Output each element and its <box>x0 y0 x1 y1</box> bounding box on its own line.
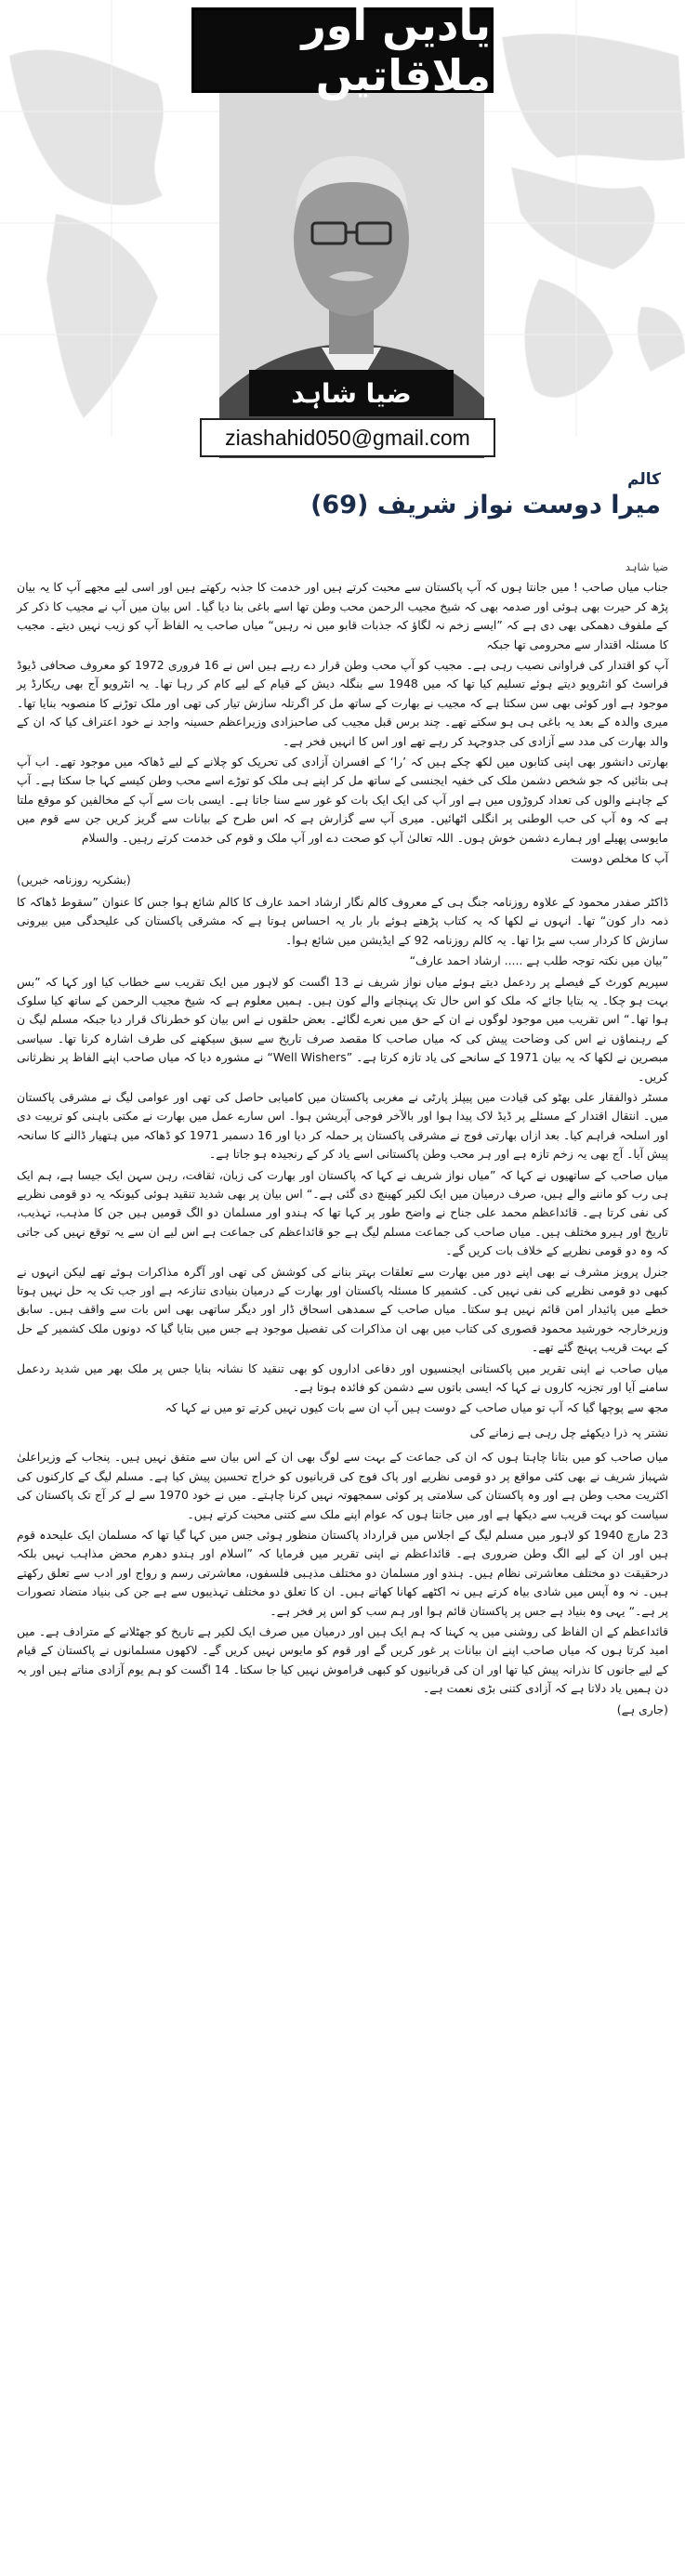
article-byline: ضیا شاہد <box>625 560 668 573</box>
author-name: ضیا شاہد <box>291 377 412 409</box>
banner-title: یادیں اور ملاقاتیں <box>301 0 491 100</box>
article-paragraph: بھارتی دانشور بھی اپنی کتابوں میں لکھ چکے ہیں کہ ’را‘ کے افسران آزادی کی تحریک کو چلانے کے لیے ڈھاکہ میں موجود تھے۔ اب آپ ہی بتائیں کہ جو شخص دشمن ملک کی خفیہ ایجنسی کے ساتھ مل کر اپنے ہی ملک کو توڑے اسے محب وطن کیسے کہا جا سکتا ہے۔ آپ کے چاہنے والوں کی تعداد کروڑوں میں ہے اور آپ کی ایک ایک بات کو غور سے سنا جاتا ہے۔ ایسی بات سے آپ کے مخالفین کو موقع ملتا ہے کہ وہ آپ کی حب الوطنی پر انگلی اٹھائیں۔ میری آپ سے گزارش ہے کہ اس طرح کے بیانات سے گریز کریں جن سے قوم میں مایوسی پھیلے اور ہمارے دشمن خوش ہوں۔ اللہ تعالیٰ آپ کو صحت دے اور آپ ملک و قوم کی خدمت کرتے رہیں۔ والسلام <box>17 755 668 845</box>
article-quoted-heading: ”بیان میں نکتہ توجہ طلب ہے ..... ارشاد احمد عارف“ <box>409 953 668 968</box>
column-banner <box>191 0 494 100</box>
article-paragraph: قائداعظم کے ان الفاظ کی روشنی میں یہ کہنا کہ ہم ایک ہیں اور درمیان میں صرف ایک لکیر ہے تاریخ کو جھٹلانے کے مترادف ہے۔ میں امید کرتا ہوں کہ میاں صاحب اپنے ان بیانات پر غور کریں گے اور قوم کو مایوس نہیں کریں گے۔ لاکھوں مسلمانوں نے پاکستان کے قیام کے لیے جانوں کا نذرانہ پیش کیا تھا اور ان کی قربانیوں کو کبھی فراموش نہیں کیا جا سکتا۔ 14 اگست کو ہم یوم آزادی مناتے ہیں اور یہ دن ہمیں یاد دلاتا ہے کہ آزادی کتنی بڑی نعمت ہے۔ <box>17 1623 668 1696</box>
column-label: کالم <box>627 470 661 489</box>
column-title: میرا دوست نواز شریف (69) <box>310 491 661 519</box>
article-paragraph: ڈاکٹر صفدر محمود کے علاوہ روزنامہ جنگ ہی کے معروف کالم نگار ارشاد احمد عارف کا کالم شائع ہوا جس کا عنوان ”سقوط ڈھاکہ کا ذمہ دار کون“ تھا۔ انہوں نے لکھا کہ یہ کتاب پڑھتے ہوئے بار بار یہ احساس ہوتا ہے کہ مشرقی پاکستان کی علیحدگی میں بیرونی سازش کا کردار سب سے بڑا تھا۔ یہ کالم روزنامہ 92 کے ایڈیشن میں شائع ہوا۔ <box>17 894 668 947</box>
article-paragraph: جنرل پرویز مشرف نے بھی اپنے دور میں بھارت سے تعلقات بہتر بنانے کی کوشش کی تھی اور آگرہ مذاکرات ہوئے تھے لیکن انہوں نے کبھی دو قومی نظریے کی نفی نہیں کی۔ کشمیر کا مسئلہ پاکستان اور بھارت کے درمیان بنیادی تنازعہ ہے اور جب تک یہ حل نہیں ہوتا خطے میں پائیدار امن قائم نہیں ہو سکتا۔ میاں صاحب کے سمدھی اسحاق ڈار اور دیگر ساتھی بھی اس بات سے واقف ہیں۔ سابق وزیرخارجہ خورشید محمود قصوری کی کتاب میں بھی ان مذاکرات کی تفصیل موجود ہے جس میں بتایا گیا کہ دونوں ملک کشمیر کے حل کے بہت قریب پہنچ گئے تھے۔ <box>17 1264 668 1355</box>
author-email-box <box>200 418 495 457</box>
article-verse: نشتر پہ ذرا دیکھئے چل رہی ہے زمانے کی <box>469 1425 668 1439</box>
article-paragraph: سپریم کورٹ کے فیصلے پر ردعمل دیتے ہوئے میاں نواز شریف نے 13 اگست کو لاہور میں ایک تقریب سے خطاب کیا اور کہا کہ ”بس بہت ہو چکا۔ یہ بتایا جائے کہ ملک کو اس حال تک پہنچانے والے کون ہیں۔ ہمیں معلوم ہے کہ شیخ مجیب الرحمن کے ساتھ کیا سلوک ہوا تھا۔“ اس تقریب میں موجود لوگوں نے ان کے حق میں نعرے لگائے۔ بعض حلقوں نے اس بیان کو خطرناک قرار دیا جبکہ مسلم لیگ ن کے رہنماؤں نے اس کی وضاحت پیش کی کہ میاں صاحب کا مقصد صرف تاریخ سے سبق سیکھنے کی طرف اشارہ کرنا تھا۔ سیاسی مبصرین نے لکھا کہ یہ بیان 1971 کے سانحے کی یاد تازہ کرتا ہے۔ ”Well Wishers“ نے مشورہ دیا کہ میاں صاحب اپنے الفاظ پر نظرثانی کریں۔ <box>17 974 669 1084</box>
article-paragraph: آپ کو اقتدار کی فراوانی نصیب رہی ہے۔ مجیب کو آپ محب وطن قرار دے رہے ہیں اس نے 16 فروری 1972 کو معروف صحافی ڈیوڈ فراسٹ کو انٹرویو دیتے ہوئے تسلیم کیا تھا کہ میں 1948 سے بنگلہ دیش کے قیام کے لیے کام کر رہا تھا۔ یہ انٹرویو آج بھی ریکارڈ پر موجود ہے اور کوئی بھی سن سکتا ہے کہ مجیب نے بھارت کے ساتھ مل کر اگرتلہ سازش تیار کی تھی اور ملک توڑنے کا منصوبہ بنایا تھا۔ میری والدہ کے بعد یہ باغی ہی ہو سکتے تھے۔ چند برس قبل مجیب کی صاحبزادی وزیراعظم حسینہ واجد نے خود اعتراف کیا کہ ان کے والد بھارت کی مدد سے آزادی کی جدوجہد کر رہے تھے اور اس کا انہیں فخر ہے۔ <box>17 658 669 748</box>
article-paragraph: 23 مارچ 1940 کو لاہور میں مسلم لیگ کے اجلاس میں قرارداد پاکستان منظور ہوئی جس میں کہا گیا تھا کہ مسلمان ایک علیحدہ قوم ہیں اور ان کے لیے الگ وطن ضروری ہے۔ قائداعظم نے اپنی تقریر میں فرمایا کہ ”اسلام اور ہندو دھرم محض مذاہب نہیں بلکہ درحقیقت دو مختلف معاشرتی نظام ہیں۔ ہندو اور مسلمان دو مختلف مذہبی فلسفوں، معاشرتی رسم و رواج اور ادب سے تعلق رکھتے ہیں۔ نہ وہ آپس میں شادی بیاہ کرتے ہیں نہ اکٹھے کھانا کھاتے ہیں۔ ان کا تعلق دو مختلف تہذیبوں سے ہے جن کی بنیاد متضاد تصورات پر ہے۔“ یہی وہ بنیاد ہے جس پر پاکستان قائم ہوا اور ہم سب کو اس پر فخر ہے۔ <box>17 1527 668 1618</box>
article-paragraph: میاں صاحب کو میں بتانا چاہتا ہوں کہ ان کی جماعت کے بہت سے لوگ بھی ان کے اس بیان سے متفق نہیں ہیں۔ پنجاب کے وزیراعلیٰ شہباز شریف نے بھی کئی مواقع پر دو قومی نظریے اور پاک فوج کی قربانیوں کو خراج تحسین پیش کیا ہے۔ مسلم لیگ کے کارکنوں کی اکثریت محب وطن ہے اور وہ پاکستان کی سلامتی پر کوئی سمجھوتہ نہیں کرنا چاہتے۔ میں نے خود 1970 سے لے کر آج تک پاکستان کی سیاست کو بہت قریب سے دیکھا ہے اور میں جانتا ہوں کہ عوام اپنے ملک سے کتنی محبت کرتے ہیں۔ <box>17 1450 668 1521</box>
article-paragraph: مجھ سے پوچھا گیا کہ آپ تو میاں صاحب کے دوست ہیں آپ ان سے بات کیوں نہیں کرتے تو میں نے کہا کہ <box>165 1400 668 1415</box>
article-continued-note: (جاری ہے) <box>616 1702 668 1716</box>
article-paragraph: میاں صاحب نے اپنی تقریر میں پاکستانی ایجنسیوں اور دفاعی اداروں کو بھی تنقید کا نشانہ بنایا جس پر ملک بھر میں شدید ردعمل سامنے آیا اور تجزیہ کاروں نے کہا کہ ایسی باتوں سے دشمن کو فائدہ ہوتا ہے۔ <box>17 1360 668 1395</box>
column-header-graphic <box>0 0 685 516</box>
author-email: ziashahid050@gmail.com <box>225 425 470 450</box>
article-body <box>17 558 668 2565</box>
article-paragraph: میاں صاحب کے ساتھیوں نے کہا کہ ”میاں نواز شریف نے کہا کہ پاکستان اور بھارت کی زبان، ثقافت، رہن سہن ایک جیسا ہے، ہم ایک ہی رب کو ماننے والے ہیں، صرف درمیان میں ایک لکیر کھینچ دی گئی ہے۔“ اس بیان پر بھی شدید تنقید ہوئی کیونکہ یہ دو قومی نظریے کی نفی کرتا ہے۔ قائداعظم محمد علی جناح نے واضح طور پر کہا تھا کہ ہندو اور مسلمان دو الگ قومیں ہیں جن کا مذہب، تہذیب، تاریخ اور ہیرو مختلف ہیں۔ میاں صاحب کی جماعت مسلم لیگ ہے جو قائداعظم کی جماعت ہے اس لیے ان سے یہ توقع نہیں کی جاتی کہ وہ دو قومی نظریے کے خلاف بات کریں گے۔ <box>17 1167 668 1258</box>
article-source-credit: (بشکریہ روزنامہ خبریں) <box>17 873 131 887</box>
author-name-plate <box>249 370 454 416</box>
article-paragraph: مسٹر ذوالفقار علی بھٹو کی قیادت میں پیپلز پارٹی نے مغربی پاکستان میں کامیابی حاصل کی تھی اور عوامی لیگ نے مشرقی پاکستان میں۔ انتقال اقتدار کے مسئلے پر ڈیڈ لاک پیدا ہوا اور بالآخر فوجی آپریشن ہوا۔ اس سارے عمل میں بھارت نے مکتی باہنی کو تربیت دی اور اسلحہ فراہم کیا۔ بعد ازاں بھارتی فوج نے مشرقی پاکستان پر حملہ کر دیا اور 16 دسمبر 1971 کو ڈھاکہ میں ہتھیار ڈالنے کا سانحہ پیش آیا۔ آج بھی یہ زخم تازہ ہے اور ہر محب وطن پاکستانی اسے یاد کر کے رنجیدہ ہو جاتا ہے۔ <box>17 1089 668 1162</box>
article-paragraph: جناب میاں صاحب ! میں جانتا ہوں کہ آپ پاکستان سے محبت کرتے ہیں اور خدمت کا جذبہ رکھتے ہیں اور اسی لیے مجھے آپ کا یہ بیان پڑھ کر حیرت بھی ہوئی اور صدمہ بھی کہ شیخ مجیب الرحمن محب وطن تھا اسے باغی بنا دیا گیا۔ اس بیان میں آپ نے مجیب کا ذکر کر کے ملفوف دھمکی بھی دی ہے کہ ”ایسے زخم نہ لگاؤ کہ جذبات قابو میں نہ رہیں“ میاں صاحب یہ الفاظ آپ کو زیب نہیں دیتے۔ مجیب کا مسئلہ اقتدار سے محرومی تھا جبکہ <box>17 580 668 651</box>
article-signoff: آپ کا مخلص دوست <box>571 851 668 866</box>
